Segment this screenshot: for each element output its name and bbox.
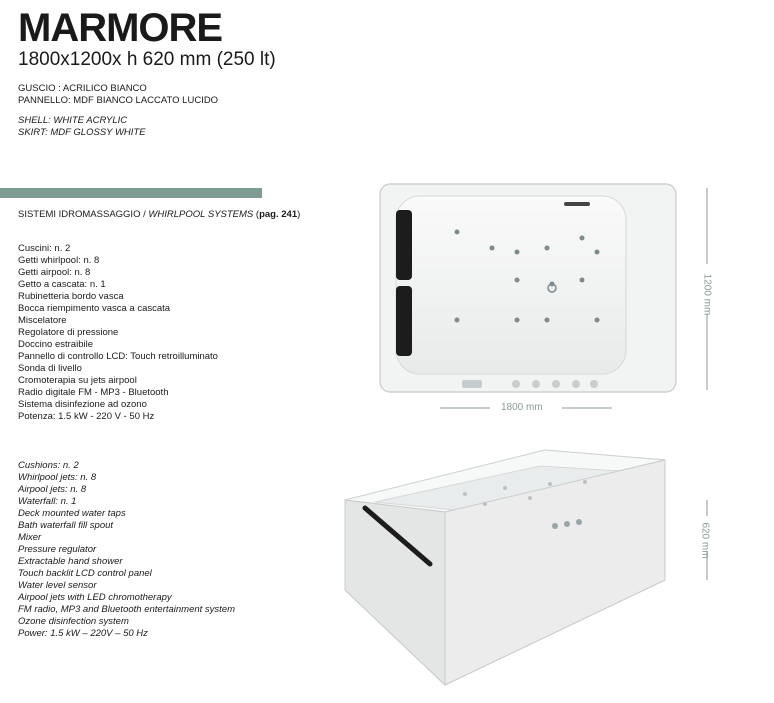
cushion-shape xyxy=(396,286,412,356)
list-item: Water level sensor xyxy=(18,580,97,591)
product-dimensions: 1800x1200x h 620 mm (250 lt) xyxy=(18,49,276,70)
features-list-english xyxy=(18,460,235,640)
list-item: Cuscini: n. 2 xyxy=(18,243,71,254)
list-item: Bath waterfall fill spout xyxy=(18,520,114,531)
bathtub-top-view xyxy=(372,180,732,420)
list-item: Ozone disinfection system xyxy=(18,616,129,627)
list-item: Pressure regulator xyxy=(18,544,97,555)
list-item: Regolatore di pressione xyxy=(18,327,119,338)
systems-label-en: WHIRLPOOL SYSTEMS xyxy=(148,209,254,220)
list-item: Waterfall: n. 1 xyxy=(18,496,77,507)
list-item: Getto a cascata: n. 1 xyxy=(18,279,106,290)
systems-heading xyxy=(18,209,300,220)
list-item: Sistema disinfezione ad ozono xyxy=(18,399,147,410)
material-line: SKIRT: MDF GLOSSY WHITE xyxy=(18,126,146,138)
list-item: Radio digitale FM - MP3 - Bluetooth xyxy=(18,387,169,398)
list-item: Mixer xyxy=(18,532,42,543)
materials-english xyxy=(18,115,146,138)
list-item: Getti airpool: n. 8 xyxy=(18,267,91,278)
material-line: PANNELLO: MDF BIANCO LACCATO LUCIDO xyxy=(18,94,219,106)
materials-italian xyxy=(18,83,218,106)
list-item: Touch backlit LCD control panel xyxy=(18,568,152,579)
list-item: Extractable hand shower xyxy=(18,556,123,567)
list-item: Pannello di controllo LCD: Touch retroilluminato xyxy=(18,351,218,362)
list-item: Power: 1.5 kW – 220V – 50 Hz xyxy=(18,628,148,639)
list-item: Doccino estraibile xyxy=(18,339,93,350)
list-item: Bocca riempimento vasca a cascata xyxy=(18,303,171,314)
features-list-italian xyxy=(18,243,218,423)
depth-dimension-label: 1200 mm xyxy=(701,273,713,316)
width-dimension-label: 1800 mm xyxy=(501,402,543,413)
list-item: Airpool jets with LED chromotherapy xyxy=(18,592,172,603)
systems-page-close: ) xyxy=(297,209,301,220)
product-title: MARMORE xyxy=(18,6,223,50)
list-item: Deck mounted water taps xyxy=(18,508,126,519)
list-item: Potenza: 1.5 kW - 220 V - 50 Hz xyxy=(18,411,155,422)
bathtub-perspective-view xyxy=(335,440,735,700)
list-item: Airpool jets: n. 8 xyxy=(18,484,87,495)
cushion-shape xyxy=(396,210,412,280)
systems-page-ref: pag. 241 xyxy=(259,209,298,220)
control-panel-shape xyxy=(462,380,482,388)
waterfall-spout-shape xyxy=(564,202,590,206)
list-item: FM radio, MP3 and Bluetooth entertainment system xyxy=(18,604,236,615)
height-dimension-label: 620 mm xyxy=(699,522,711,559)
list-item: Sonda di livello xyxy=(18,363,82,374)
systems-page-open: ( xyxy=(253,209,260,220)
material-line: GUSCIO : ACRILICO BIANCO xyxy=(18,83,147,94)
list-item: Whirlpool jets: n. 8 xyxy=(18,472,97,483)
list-item: Getti whirlpool: n. 8 xyxy=(18,255,100,266)
list-item: Cromoterapia su jets airpool xyxy=(18,375,137,386)
list-item: Miscelatore xyxy=(18,315,67,326)
accent-bar xyxy=(0,188,262,198)
list-item: Rubinetteria bordo vasca xyxy=(18,291,124,302)
material-line: SHELL: WHITE ACRYLIC xyxy=(18,115,128,126)
systems-label-it: SISTEMI IDROMASSAGGIO / xyxy=(18,209,149,220)
list-item: Cushions: n. 2 xyxy=(18,460,79,471)
